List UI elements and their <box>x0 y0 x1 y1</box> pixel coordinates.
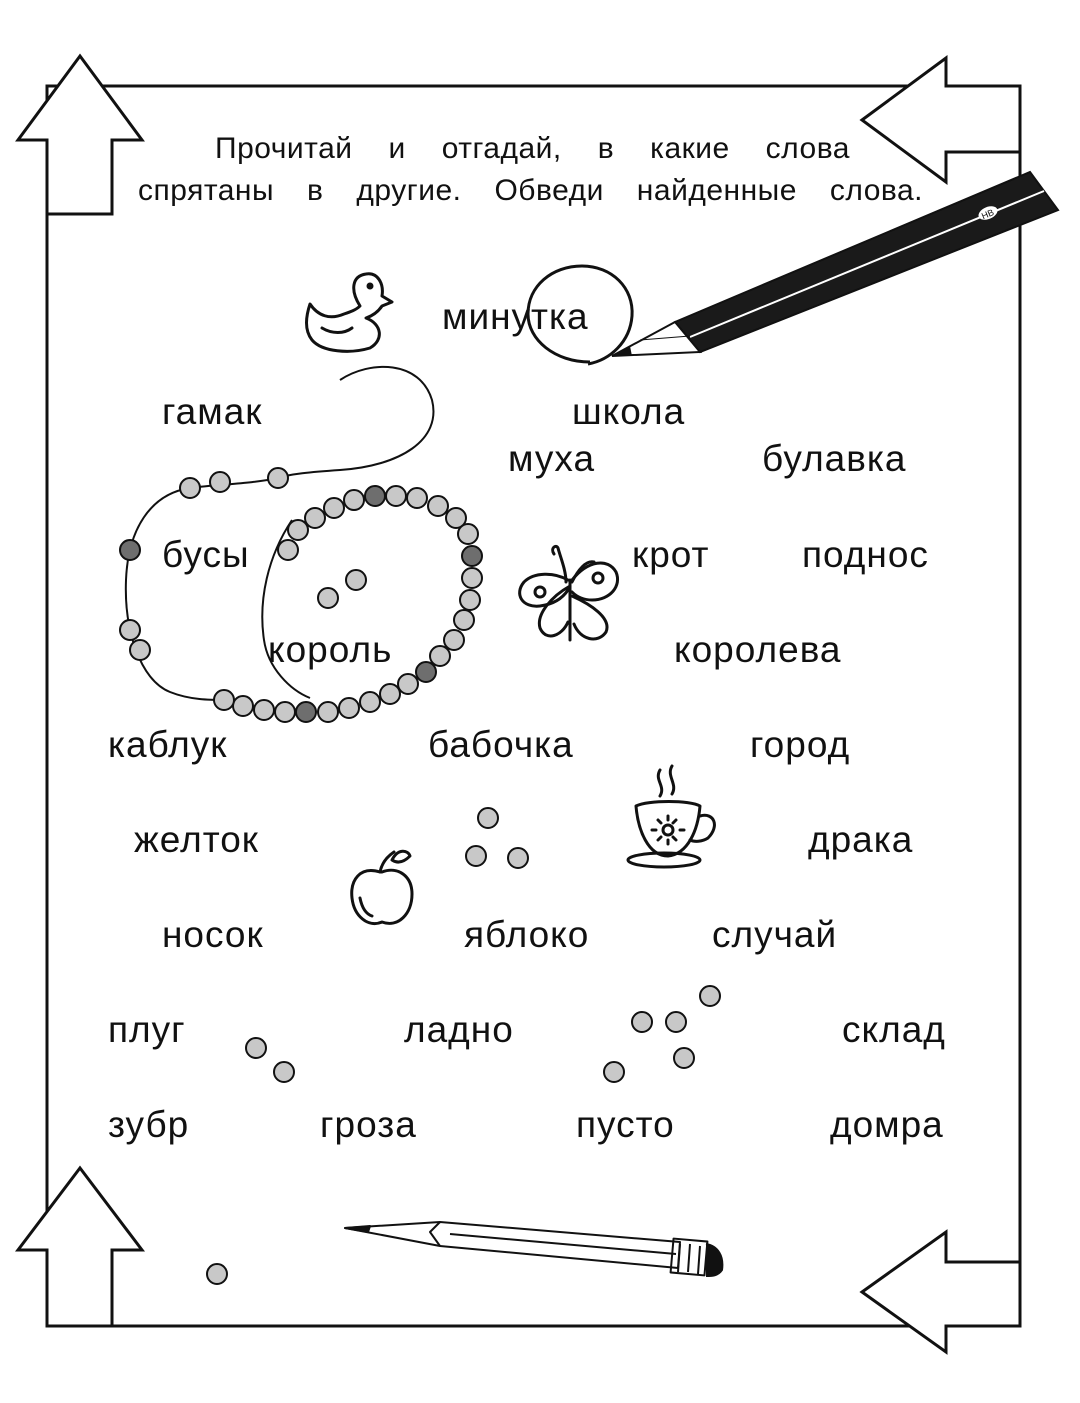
example-word[interactable] <box>442 298 589 335</box>
word-domra[interactable]: домра <box>830 1104 944 1145</box>
bead-icon <box>318 588 338 608</box>
word-gorod[interactable]: город <box>750 724 851 765</box>
bead-icon <box>210 472 230 492</box>
svg-text:HB: HB <box>979 207 996 222</box>
example-prefix: мин <box>442 296 512 337</box>
word-korol[interactable]: король <box>268 629 393 670</box>
bead-icon <box>360 692 380 712</box>
bead-icon <box>462 546 482 566</box>
teacup-icon <box>628 766 714 867</box>
bead-icon <box>444 630 464 650</box>
word-draka[interactable]: драка <box>808 819 914 860</box>
butterfly-icon <box>520 546 618 640</box>
bead-icon <box>120 540 140 560</box>
bead-icon <box>339 698 359 718</box>
bead-icon <box>508 848 528 868</box>
bead-icon <box>700 986 720 1006</box>
arrow-icon <box>18 1168 142 1326</box>
bead-icon <box>274 1062 294 1082</box>
bead-icon <box>666 1012 686 1032</box>
word-shkola[interactable]: школа <box>572 391 686 432</box>
bead-icon <box>466 846 486 866</box>
bead-icon <box>268 468 288 488</box>
word-sklad[interactable]: склад <box>842 1009 946 1050</box>
bead-icon <box>288 520 308 540</box>
bead-icon <box>460 590 480 610</box>
bead-icon <box>344 490 364 510</box>
bead-icon <box>254 700 274 720</box>
word-busy[interactable]: бусы <box>162 534 250 575</box>
bead-icon <box>120 620 140 640</box>
bead-icon <box>380 684 400 704</box>
bead-icon <box>430 646 450 666</box>
pencil-icon <box>345 1222 722 1276</box>
bead-icon <box>458 524 478 544</box>
word-babochka[interactable]: бабочка <box>428 724 574 765</box>
bead-icon <box>318 702 338 722</box>
bead-icon <box>278 540 298 560</box>
arrow-icon <box>862 1232 1020 1352</box>
word-krot[interactable]: крот <box>632 534 710 575</box>
word-zubr[interactable]: зубр <box>108 1104 190 1145</box>
word-groza[interactable]: гроза <box>320 1104 417 1145</box>
word-yabloko[interactable]: яблоко <box>464 914 590 955</box>
word-bulavka[interactable]: булавка <box>762 438 907 479</box>
word-pusto[interactable]: пусто <box>576 1104 675 1145</box>
instruction-line-2: спрятаны в другие. Обведи найденные слова. <box>138 174 923 207</box>
apple-icon <box>352 851 412 923</box>
bead-icon <box>604 1062 624 1082</box>
word-ladno[interactable]: ладно <box>404 1009 514 1050</box>
bead-icon <box>478 808 498 828</box>
bead-icon <box>246 1038 266 1058</box>
bead-icon <box>214 690 234 710</box>
bead-icon <box>275 702 295 722</box>
bead-icon <box>324 498 344 518</box>
instruction-line-1: Прочитай и отгадай, в какие слова <box>215 132 850 165</box>
bead-icon <box>130 640 150 660</box>
word-nosok[interactable]: носок <box>162 914 264 955</box>
bead-icon <box>407 488 427 508</box>
word-kabluk[interactable]: каблук <box>108 724 228 765</box>
word-podnos[interactable]: поднос <box>802 534 929 575</box>
arrow-icon <box>18 56 142 214</box>
bead-icon <box>207 1264 227 1284</box>
bead-icon <box>365 486 385 506</box>
bead-icon <box>346 570 366 590</box>
example-hidden-word[interactable]: утка <box>511 296 589 337</box>
word-gamak[interactable]: гамак <box>162 391 263 432</box>
bead-icon <box>180 478 200 498</box>
duck-icon <box>307 274 393 351</box>
bead-icon <box>296 702 316 722</box>
bead-icon <box>398 674 418 694</box>
bead-icon <box>462 568 482 588</box>
word-plug[interactable]: плуг <box>108 1009 186 1050</box>
bead-icon <box>674 1048 694 1068</box>
bead-icon <box>428 496 448 516</box>
word-zheltok[interactable]: желток <box>134 819 259 860</box>
bead-icon <box>632 1012 652 1032</box>
bead-icon <box>305 508 325 528</box>
bead-icon <box>416 662 436 682</box>
word-sluchai[interactable]: случай <box>712 914 838 955</box>
bead-icon <box>233 696 253 716</box>
word-mukha[interactable]: муха <box>508 438 596 479</box>
bead-icon <box>454 610 474 630</box>
bead-icon <box>386 486 406 506</box>
arrow-icon <box>862 58 1020 182</box>
word-koroleva[interactable]: королева <box>674 629 842 670</box>
